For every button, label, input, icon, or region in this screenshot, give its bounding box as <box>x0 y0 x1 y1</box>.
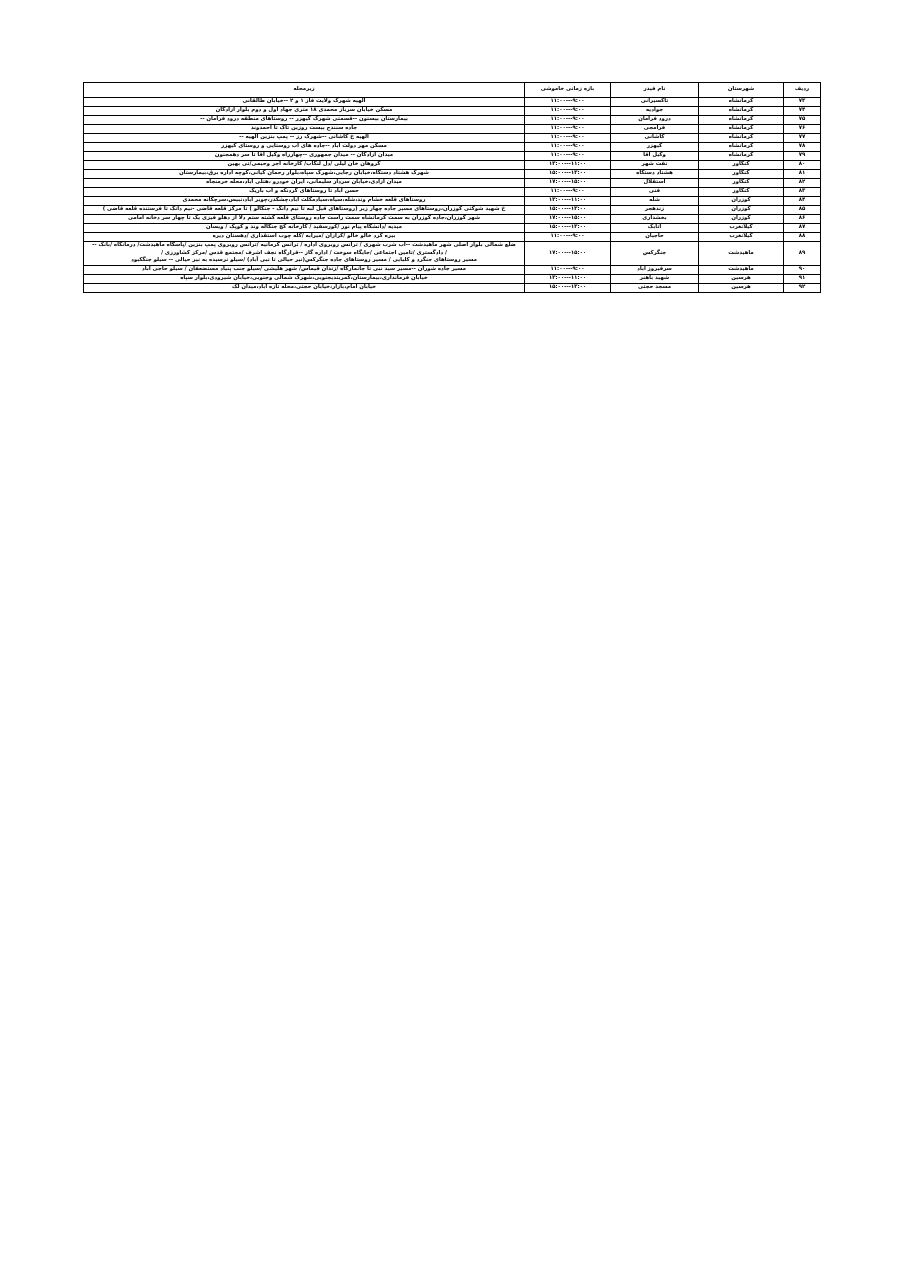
row-number-cell: ۸۲ <box>784 179 821 188</box>
area-cell <box>84 170 525 179</box>
feeder-cell: نفت شهر <box>611 161 699 170</box>
feeder-cell: اتابک <box>611 224 699 233</box>
feeder-cell: سرفیروز آباد <box>611 265 699 274</box>
feeder-cell: جوادیه <box>611 107 699 116</box>
area-cell <box>84 125 525 134</box>
city-cell: کیلانغرب <box>699 233 784 242</box>
area-text-line: جاده سنندج بیست روزین تاک تا احمدوند <box>250 125 358 132</box>
feeder-cell: تاکسیرانی <box>611 98 699 107</box>
row-number-cell: ۷۵ <box>784 116 821 125</box>
feeder-cell: جنگرکس <box>611 242 699 266</box>
outage-time-cell: ۱۳:۰۰---۱۵:۰۰ <box>525 283 611 292</box>
feeder-cell: هشتاد دستگاه <box>611 170 699 179</box>
area-cell <box>84 283 525 292</box>
city-cell: کرمانشاه <box>699 98 784 107</box>
area-text-line: بیمارستان بیستون --قسمتی شهرک کیهزر -- روستاهای منطقه درود فرامان -- <box>200 116 408 123</box>
area-cell <box>84 143 525 152</box>
city-cell: ماهیدشت <box>699 242 784 266</box>
city-cell: کوزران <box>699 197 784 206</box>
feeder-cell: کیهزر <box>611 143 699 152</box>
outage-time-cell: ۱۵:۰۰---۱۷:۰۰ <box>525 215 611 224</box>
feeder-cell: کاشانی <box>611 134 699 143</box>
feeder-cell: شهید باهنر <box>611 274 699 283</box>
outage-time-cell: ۱۱:۰۰---۱۳:۰۰ <box>525 274 611 283</box>
row-number-cell: ۸۹ <box>784 242 821 266</box>
city-cell: کوزران <box>699 215 784 224</box>
outage-time-cell: ۱۵:۰۰---۱۷:۰۰ <box>525 179 611 188</box>
table-row <box>84 98 821 107</box>
outage-time-cell: ۹:۰۰---۱۱:۰۰ <box>525 188 611 197</box>
table-row <box>84 161 821 170</box>
area-cell <box>84 224 525 233</box>
area-cell <box>84 215 525 224</box>
area-cell <box>84 206 525 215</box>
row-number-cell: ۷۹ <box>784 152 821 161</box>
feeder-cell: وکیل آقا <box>611 152 699 161</box>
table-row <box>84 134 821 143</box>
area-text-line: شهر کوزران،جاده کوزران به سمت کرمانشاه سمت راست جاده روستای قلعه کشته ستم دلا از دهلو فیزی یک تا چهار سر دخانه امامی <box>127 215 481 222</box>
table-row <box>84 274 821 283</box>
outage-time-cell: ۹:۰۰---۱۱:۰۰ <box>525 143 611 152</box>
area-text-line: / دادگستری /تامین اجتماعی /جایگاه سوخت / اداره گاز --قرارگاه نجف اشرف /مجتمع قدس /مرکز کشاورزی / <box>161 249 447 256</box>
area-cell <box>84 265 525 274</box>
area-text-line: خ شهید شوکتی کوزران،روستاهای مسیر جاده چهار زبر (روستاهای قبل لبه تا نیم دانگ - جنگالو ) تا مرکز قلعه قاضی -نیم دانگ تا فرستنده قلعه قاضی ) <box>102 206 506 213</box>
table-row <box>84 197 821 206</box>
city-cell: کنگاور <box>699 188 784 197</box>
row-number-cell: ۸۵ <box>784 206 821 215</box>
row-number-cell: ۸۷ <box>784 224 821 233</box>
outage-time-cell: ۹:۰۰---۱۱:۰۰ <box>525 233 611 242</box>
outage-time-cell: ۱۳:۰۰---۱۵:۰۰ <box>525 206 611 215</box>
city-cell: هرسین <box>699 274 784 283</box>
table-row <box>84 170 821 179</box>
table-row <box>84 206 821 215</box>
city-cell: کرمانشاه <box>699 152 784 161</box>
area-text-line: مسیر جاده شوران --مسیر سید نبی تا جانمارگاه /زندان قیماس/ شهر هلیشی /سیلو جنب پنیاد مستضعفان / سیلو حاجی آباد <box>142 265 466 272</box>
city-cell: ماهیدشت <box>699 265 784 274</box>
outage-time-cell: ۱۱:۰۰---۱۳:۰۰ <box>525 161 611 170</box>
area-cell <box>84 98 525 107</box>
area-text-line: مسیر روستاهای جنگرد و کلیایی / مسیر روستاهای جاده جنگرکس(نیر حیالی تا نبی آباد) /سیلو نرسیده به نیر حیالی -- سیلو جنگکبود <box>131 257 477 264</box>
city-cell: کرمانشاه <box>699 116 784 125</box>
table-row <box>84 224 821 233</box>
table-row <box>84 215 821 224</box>
area-text-line: حسن آباد تا روستاهای گردنکه و آب باریک <box>249 188 359 195</box>
outage-schedule-table <box>83 82 821 293</box>
city-cell: کنگاور <box>699 170 784 179</box>
area-text-line: روستاهای قلعه خشام وند،شله،سیاه،سیادمکلت آباد،چشکدر،چوبر آباد،نبیس،سرچکانه محمدی <box>182 197 426 204</box>
outage-time-cell: ۹:۰۰---۱۱:۰۰ <box>525 116 611 125</box>
table-row <box>84 152 821 161</box>
outage-time-cell: ۹:۰۰---۱۱:۰۰ <box>525 134 611 143</box>
city-cell: کوزران <box>699 206 784 215</box>
header-feeder: نام فیدر <box>611 83 699 98</box>
table-body <box>84 98 821 293</box>
feeder-cell: حاجیان <box>611 233 699 242</box>
area-cell <box>84 116 525 125</box>
area-cell <box>84 179 525 188</box>
area-cell <box>84 197 525 206</box>
feeder-cell: استقلال <box>611 179 699 188</box>
row-number-cell: ۸۰ <box>784 161 821 170</box>
city-cell: کرمانشاه <box>699 107 784 116</box>
header-row-number: ردیف <box>784 83 821 98</box>
area-text-line: خیابان فرمانداری،بیمارستان،کمربندیجنوبی،شهرک شمالی وجنوبی،خیابان شیرودی،بلوار سپاه <box>180 274 428 281</box>
area-text-line: الهیه خ کاشانی --شهرک رز -- پمپ بنزین الهیه -- <box>239 134 369 141</box>
row-number-cell: ۸۸ <box>784 233 821 242</box>
table-row <box>84 283 821 292</box>
city-cell: کرمانشاه <box>699 134 784 143</box>
area-text-line: شهرک هشتاد دستگاه،خیابان رجایی،شهرک سپاه،بلوار رحمان کیانی،کوچه اداره برق،بیمارستان <box>179 170 429 177</box>
header-outage-time: بازه زمانی خاموشی <box>525 83 611 98</box>
area-cell <box>84 242 525 266</box>
city-cell: کیلانغرب <box>699 224 784 233</box>
area-text-line: بیره کرد خالو خالو /کرازان /میرآبه /کله چوب استقداری /دهستان دیره <box>212 233 396 240</box>
row-number-cell: ۸۴ <box>784 197 821 206</box>
table-row <box>84 188 821 197</box>
area-text-line: گروهان خان لیلی /دل لنگاب/ کارخانه آجر وحیمی/تی بهین <box>227 161 381 168</box>
area-text-line: میدیه /دانشگاه پیام نور /کورسفید / کارخانه کچ جنگاله وند و کوپک / ویسان <box>206 224 402 231</box>
city-cell: کرمانشاه <box>699 143 784 152</box>
row-number-cell: ۹۱ <box>784 274 821 283</box>
city-cell: هرسین <box>699 283 784 292</box>
row-number-cell: ۸۱ <box>784 170 821 179</box>
table-row <box>84 179 821 188</box>
table-row <box>84 107 821 116</box>
table-row <box>84 265 821 274</box>
area-text-line: مسکن مهر دولت آباد --جاده های آب روستایی و روستای کیهزر <box>221 143 387 150</box>
area-cell <box>84 274 525 283</box>
row-number-cell: ۷۶ <box>784 125 821 134</box>
outage-time-cell: ۹:۰۰---۱۱:۰۰ <box>525 265 611 274</box>
outage-time-cell: ۹:۰۰---۱۱:۰۰ <box>525 125 611 134</box>
area-cell <box>84 188 525 197</box>
outage-time-cell: ۹:۰۰---۱۱:۰۰ <box>525 98 611 107</box>
table-row <box>84 125 821 134</box>
row-number-cell: ۹۰ <box>784 265 821 274</box>
outage-time-cell: ۱۱:۰۰---۱۳:۰۰ <box>525 197 611 206</box>
row-number-cell: ۷۴ <box>784 107 821 116</box>
row-number-cell: ۷۳ <box>784 98 821 107</box>
outage-time-cell: ۹:۰۰---۱۱:۰۰ <box>525 152 611 161</box>
feeder-cell: شله <box>611 197 699 206</box>
area-text-line: ضلع شمالی بلوار اصلی شهر ماهیدشت --آب شرب شهری / ترانس روبروی اداره / ترانس کرمانیه /ترانس روبروی پمپ بنزین /پاسگاه ماهیدشت/ درمانگاه /بانک -- <box>92 242 516 248</box>
city-cell: کنگاور <box>699 161 784 170</box>
area-cell <box>84 134 525 143</box>
city-cell: کرمانشاه <box>699 125 784 134</box>
row-number-cell: ۸۳ <box>784 188 821 197</box>
row-number-cell: ۷۷ <box>784 134 821 143</box>
feeder-cell: فرامجی <box>611 125 699 134</box>
outage-time-cell: ۱۳:۰۰---۱۵:۰۰ <box>525 224 611 233</box>
row-number-cell: ۹۲ <box>784 283 821 292</box>
feeder-cell: بخشداری <box>611 215 699 224</box>
table-row <box>84 116 821 125</box>
row-number-cell: ۸۶ <box>784 215 821 224</box>
area-text-line: مسکن خیابان سرباز محمدی ۱۸ متری جهاد اول و دوم بلوار آزادگان <box>215 107 393 114</box>
outage-time-cell: ۹:۰۰---۱۱:۰۰ <box>525 107 611 116</box>
area-text-line: میدان آزادی،خیابان سردار سلیمانی، ایران خودرو ،هتلی آباد،محله خرمنجاه <box>206 179 402 186</box>
area-cell <box>84 233 525 242</box>
table-header-row <box>84 83 821 98</box>
area-text-line: میدان آزادگان -- میدان جمهوری --چهارراه وکیل آقا تا سر دهمجنون <box>214 152 394 159</box>
area-cell <box>84 152 525 161</box>
table-row <box>84 242 821 266</box>
row-number-cell: ۷۸ <box>784 143 821 152</box>
area-text-line: الهیه شهرک ولایت فاز ۱ و ۲ --خیابان طالقانی <box>242 98 366 105</box>
feeder-cell: زندهجر <box>611 206 699 215</box>
header-city: شهرستان <box>699 83 784 98</box>
area-text-line: خیابان امام،بازار،خیابان حجتی،محله تازه آباد،میدان لک <box>231 283 377 290</box>
area-cell <box>84 161 525 170</box>
feeder-cell: مسجد حجتی <box>611 283 699 292</box>
header-area: زیرمحله <box>84 83 525 98</box>
city-cell: کنگاور <box>699 179 784 188</box>
table-row <box>84 233 821 242</box>
feeder-cell: فنی <box>611 188 699 197</box>
feeder-cell: درود فرامان <box>611 116 699 125</box>
area-cell <box>84 107 525 116</box>
outage-time-cell: ۱۵:۰۰---۱۷:۰۰ <box>525 242 611 266</box>
table-row <box>84 143 821 152</box>
outage-time-cell: ۱۳:۰۰---۱۵:۰۰ <box>525 170 611 179</box>
